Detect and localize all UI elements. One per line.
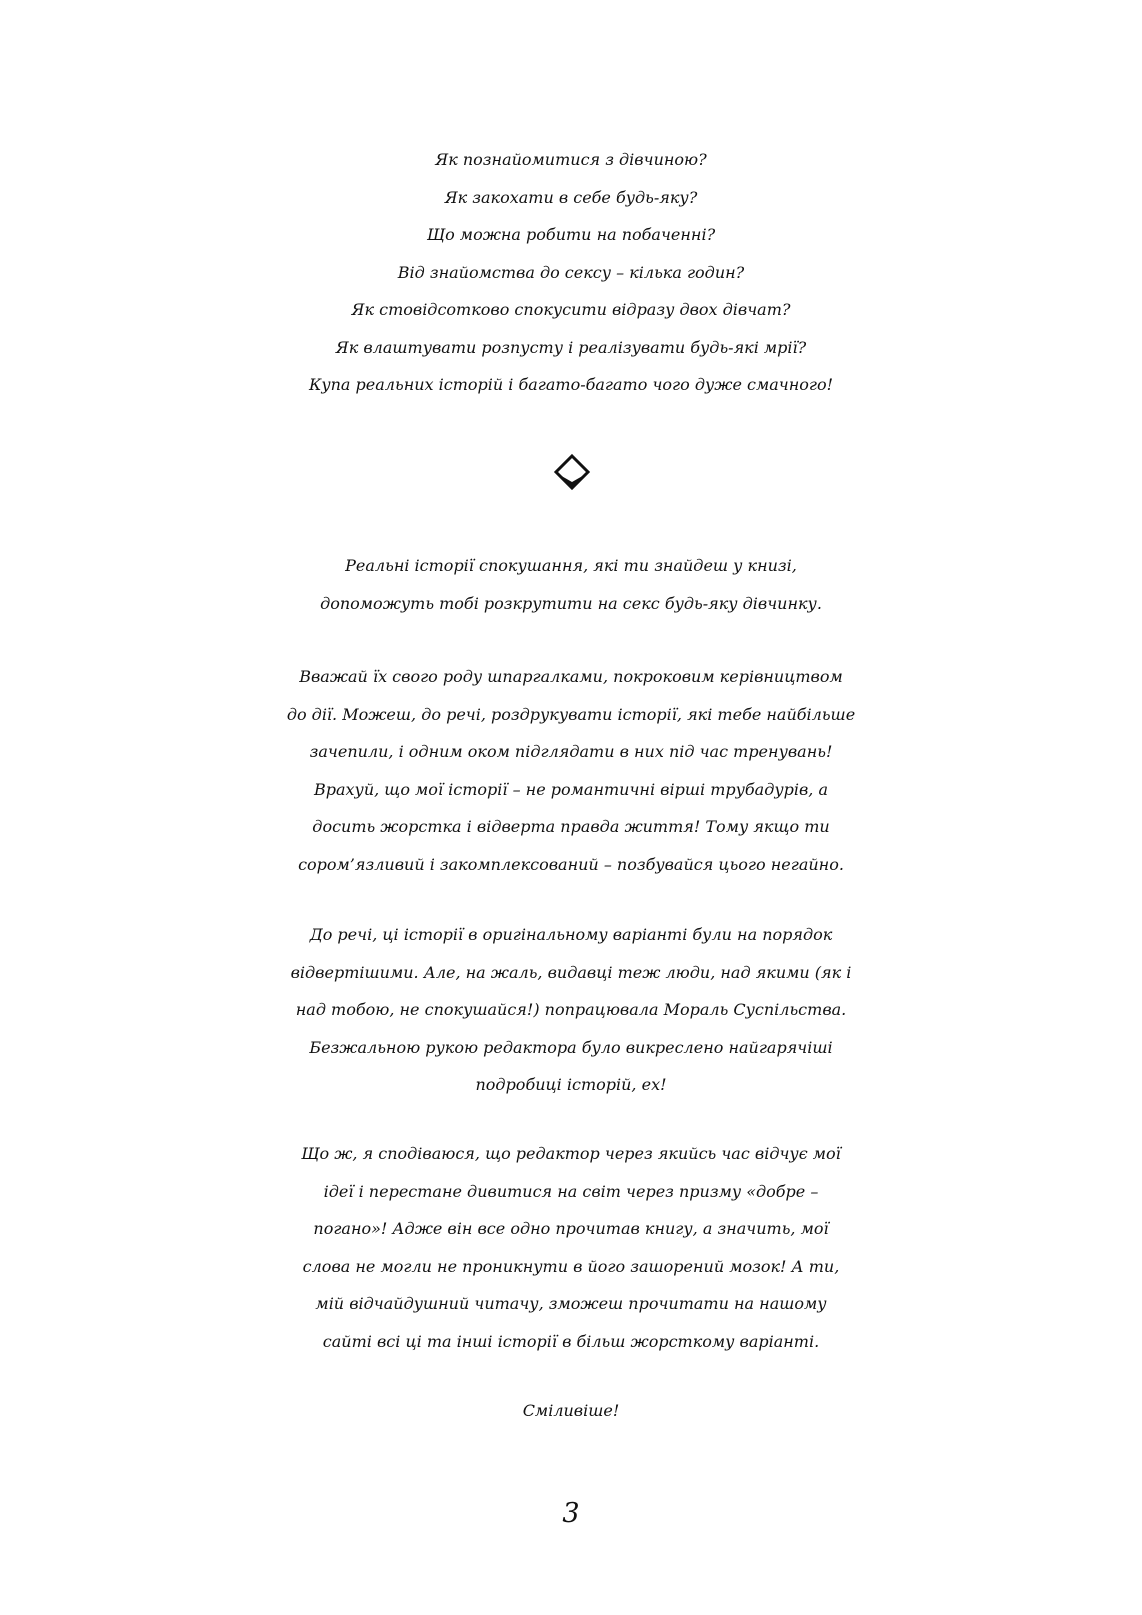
paragraph-line: відвертішими. Але, на жаль, видавці теж люди, над якими (як і — [290, 962, 852, 982]
paragraph-line: Вважай їх свого роду шпаргалками, покроковим керівництвом — [299, 667, 843, 686]
paragraph-line: до дії. Можеш, до речі, роздрукувати історії, які тебе найбільше — [286, 704, 856, 724]
paragraph-line: Безжальною рукою редактора було викреслено найгарячіші — [309, 1037, 833, 1057]
paragraph-line: над тобою, не спокушайся!) попрацювала Мораль Суспільства. — [295, 1000, 847, 1019]
paragraph-line: досить жорстка і відверта правда життя! Тому якщо ти — [312, 817, 830, 836]
paragraph — [0, 1135, 1142, 1360]
paragraph-line: сайті всі ці та інші історії в більш жорсткому варіанті. — [322, 1331, 820, 1351]
diamond-ornament-icon — [553, 453, 591, 491]
intro-line: Як влаштувати розпусту і реалізувати будь-які мрії? — [335, 337, 807, 357]
paragraph-line: До речі, ці історії в оригінальному варіанті були на порядок — [309, 925, 833, 944]
paragraph-line: допоможуть тобі розкрутити на секс будь-яку дівчинку. — [320, 593, 822, 613]
paragraph — [0, 658, 1142, 883]
paragraph — [0, 916, 1142, 1104]
intro-line: Що можна робити на побаченні? — [426, 225, 716, 244]
closing-line — [0, 1392, 1142, 1430]
intro-line: Як познайомитися з дівчиною? — [435, 150, 707, 169]
paragraph-line: Реальні історії спокушання, які ти знайдеш у книзі, — [345, 556, 797, 575]
paragraph-line: зачепили, і одним оком підглядати в них під час тренувань! — [309, 742, 833, 761]
intro-line: Як закохати в себе будь-яку? — [444, 187, 698, 207]
paragraph-line: ідеї і перестане дивитися на світ через призму «добре – — [323, 1181, 819, 1201]
intro-line: Як стовідсотково спокусити відразу двох дівчат? — [351, 300, 791, 319]
paragraph-line: слова не могли не проникнути в його зашорений мозок! А ти, — [302, 1256, 840, 1276]
paragraph-line: сором’язливий і закомплексований – позбувайся цього негайно. — [298, 854, 844, 874]
paragraph-line: Врахуй, що мої історії – не романтичні вірші трубадурів, а — [313, 779, 828, 799]
intro-line: Купа реальних історій і багато-багато чого дуже смачного! — [308, 375, 834, 394]
paragraph-line: подробиці історій, ех! — [475, 1075, 667, 1094]
intro-questions — [0, 141, 1142, 404]
intro-line: Від знайомства до сексу – кілька годин? — [397, 262, 745, 282]
page-number: 3 — [562, 1498, 580, 1529]
paragraph-line: Сміливіше! — [522, 1401, 620, 1420]
paragraph-line: мій відчайдушний читачу, зможеш прочитати на нашому — [315, 1294, 827, 1313]
paragraph — [0, 547, 1142, 622]
paragraph-line: погано»! Адже він все одно прочитав книгу, а значить, мої — [313, 1219, 829, 1238]
paragraph-line: Що ж, я сподіваюся, що редактор через якийсь час відчує мої — [301, 1144, 841, 1163]
